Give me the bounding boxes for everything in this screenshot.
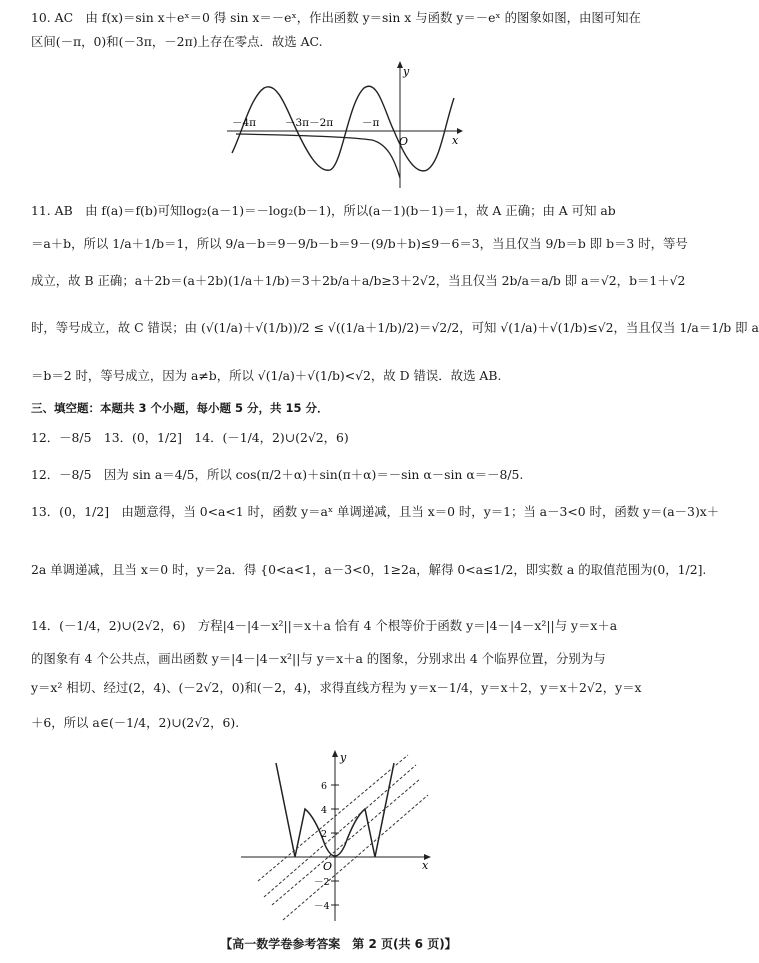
q14-line3: y＝x² 相切、经过(2，4)、(－2√2，0)和(－2，4)，求得直线方程为 y＝x－1/4，y＝x＋2，y＝x＋2√2，y＝x bbox=[31, 680, 642, 695]
section-3-heading: 三、填空题：本题共 3 个小题，每小题 5 分，共 15 分． bbox=[31, 401, 329, 415]
q11-line3: 成立，故 B 正确；a＋2b＝(a＋2b)(1/a＋1/b)＝3＋2b/a＋a/b≥3＋2√2，当且仅当 2b/a＝a/b 即 a＝√2，b＝1＋√2 bbox=[31, 273, 686, 288]
answer-summary: 12．－8/5 13．(0，1/2] 14．(－1/4，2)∪(2√2，6) bbox=[31, 430, 349, 445]
x-axis-label: x bbox=[422, 859, 429, 872]
q11-line4: 时，等号成立，故 C 错误；由 (√(1/a)＋√(1/b))/2 ≤ √((1/a＋1/b)/2)＝√2/2，可知 √(1/a)＋√(1/b)≤√2，当且仅当 1/a＝1/b 即 a bbox=[31, 320, 759, 335]
q12-solution: 12．－8/5 因为 sin a＝4/5，所以 cos(π/2＋α)＋sin(π＋α)＝－sin α－sin α＝－8/5. bbox=[31, 467, 524, 482]
tick-neg4pi: －4π bbox=[232, 117, 257, 129]
tick-neg2: －2 bbox=[314, 877, 330, 888]
tick-negpi: －π bbox=[362, 117, 380, 129]
x-axis-label: x bbox=[452, 134, 459, 147]
origin-label: O bbox=[323, 860, 333, 873]
q10-line2: 区间(－π，0)和(－3π，－2π)上存在零点．故选 AC. bbox=[31, 34, 323, 49]
origin-label: O bbox=[399, 135, 409, 148]
q14-line2: 的图象有 4 个公共点，画出函数 y＝|4－|4－x²||与 y＝x＋a 的图象，分别求出 4 个临界位置，分别为与 bbox=[31, 651, 606, 666]
q11-line1: 11. AB 由 f(a)＝f(b)可知log₂(a－1)＝－log₂(b－1)，所以(a－1)(b－1)＝1，故 A 正确；由 A 可知 ab bbox=[31, 203, 616, 218]
tick-6: 6 bbox=[321, 781, 328, 792]
y-axis-label: y bbox=[403, 65, 410, 78]
q13-line1: 13．(0，1/2] 由题意得，当 0<a<1 时，函数 y＝aˣ 单调递减，且当 x＝0 时，y＝1；当 a－3<0 时，函数 y＝(a－3)x＋ bbox=[31, 504, 720, 519]
tick-2: 2 bbox=[321, 829, 328, 840]
tick-neg3pi-neg2pi: －3π－2π bbox=[285, 117, 334, 129]
page-footer: 【高一数学卷参考答案 第 2 页(共 6 页)】 bbox=[220, 937, 457, 951]
q13-line2: 2a 单调递减，且当 x＝0 时，y＝2a．得 {0<a<1，a－3<0，1≥2a，解得 0<a≤1/2，即实数 a 的取值范围为(0，1/2]. bbox=[31, 562, 707, 577]
tick-neg4: －4 bbox=[314, 901, 330, 912]
abs-function-graph bbox=[238, 745, 438, 925]
q14-line4: ＋6，所以 a∈(－1/4，2)∪(2√2，6). bbox=[31, 715, 240, 730]
tick-4: 4 bbox=[321, 805, 328, 816]
sin-exp-graph bbox=[222, 58, 467, 193]
q10-line1: 10. AC 由 f(x)＝sin x＋eˣ＝0 得 sin x＝－eˣ，作出函数 y＝sin x 与函数 y＝－eˣ 的图象如图，由图可知在 bbox=[31, 10, 641, 25]
y-axis-label: y bbox=[340, 751, 347, 764]
q11-line2: ＝a＋b，所以 1/a＋1/b＝1，所以 9/a－b＝9－9/b－b＝9－(9/b＋b)≤9－6＝3，当且仅当 9/b＝b 即 b＝3 时，等号 bbox=[31, 236, 688, 251]
q14-line1: 14．(－1/4，2)∪(2√2，6) 方程|4－|4－x²||＝x＋a 恰有 4 个根等价于函数 y＝|4－|4－x²||与 y＝x＋a bbox=[31, 618, 618, 633]
q11-line5: ＝b＝2 时，等号成立，因为 a≠b，所以 √(1/a)＋√(1/b)<√2，故 D 错误．故选 AB. bbox=[31, 368, 502, 383]
